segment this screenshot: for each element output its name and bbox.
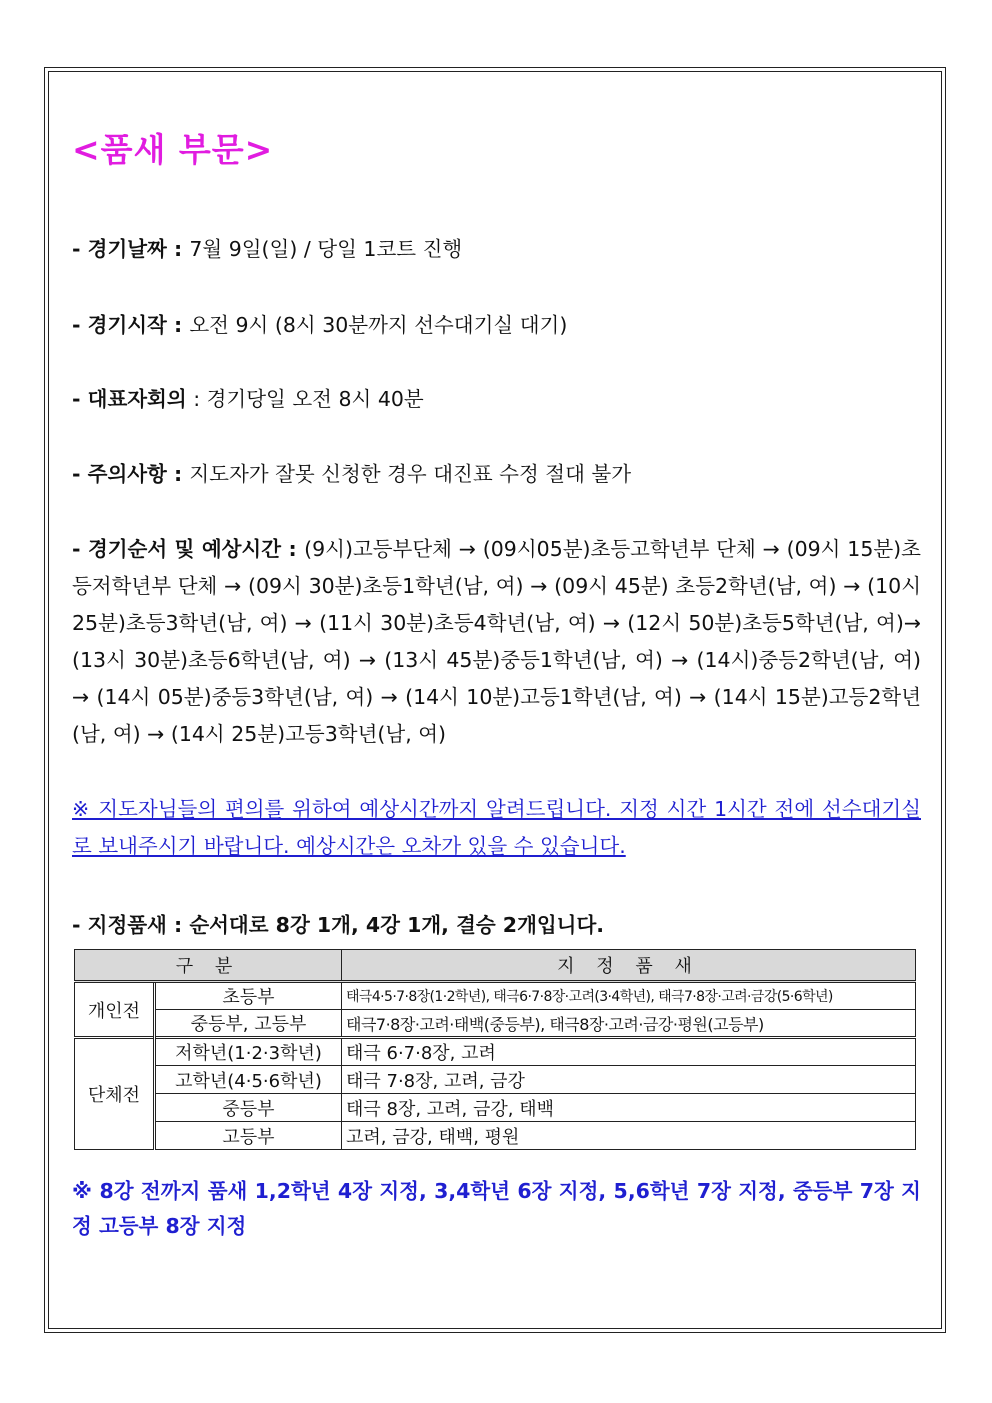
schedule-paragraph <box>72 531 921 753</box>
division-cell: 고학년(4·5·6학년) <box>155 1066 342 1094</box>
match-date-label: - 경기날짜 : <box>72 237 190 261</box>
table-header-pumsae: 지 정 품 새 <box>342 950 916 982</box>
match-date-value: 7월 9일(일) / 당일 1코트 진행 <box>189 237 463 261</box>
pumsae-cell: 고려, 금강, 태백, 평원 <box>342 1122 916 1150</box>
division-cell: 초등부 <box>155 982 342 1010</box>
schedule-value: (9시)고등부단체 → (09시05분)초등고학년부 단체 → (09시 15분)초등저학년부 단체 → (09시 30분)초등1학년(남, 여) → (09시 45분) 초등2학년(남, 여) → (10시 25분)초등3학년(남, 여) → (11시 30분)초등4학년(남, 여) → (12시 50분)초등5학년(남, 여)→ (13시 30분)초등6학년(남, 여) → (13시 45분)중등1학년(남, 여) → (14시)중등2학년(남, 여) → (14시 05분)중등3학년(남, 여) → (14시 10분)고등1학년(남, 여) → (14시 15분)고등2학년(남, 여) → (14시 25분)고등3학년(남, 여) <box>72 537 921 746</box>
match-start-label: - 경기시작 : <box>72 313 190 337</box>
schedule-label: - 경기순서 및 예상시간 : <box>72 537 305 561</box>
caution-line <box>72 456 921 493</box>
meeting-line <box>72 381 921 418</box>
table-row <box>75 1010 916 1038</box>
pumsae-cell: 태극4·5·7·8장(1·2학년), 태극6·7·8장·고려(3·4학년), 태극7·8장·고려·금강(5·6학년) <box>342 982 916 1010</box>
table-row <box>75 1038 916 1066</box>
division-cell: 저학년(1·2·3학년) <box>155 1038 342 1066</box>
meeting-value: : 경기당일 오전 8시 40분 <box>186 387 424 411</box>
pumsae-cell: 태극7·8장·고려·태백(중등부), 태극8장·고려·금강·평원(고등부) <box>342 1010 916 1038</box>
notice-text: ※ 지도자님들의 편의를 위하여 예상시간까지 알려드립니다. 지정 시간 1시간 전에 선수대기실로 보내주시기 바랍니다. 예상시간은 오차가 있을 수 있습니다. <box>72 797 921 858</box>
pumsae-cell: 태극 7·8장, 고려, 금강 <box>342 1066 916 1094</box>
table-header-category: 구 분 <box>75 950 342 982</box>
match-date-line <box>72 231 921 268</box>
division-cell: 중등부, 고등부 <box>155 1010 342 1038</box>
table-header-row <box>75 950 916 982</box>
pumsae-cell: 태극 6·7·8장, 고려 <box>342 1038 916 1066</box>
section-title: <품새 부문> <box>72 130 274 169</box>
table-row <box>75 1122 916 1150</box>
pumsae-table <box>74 949 916 1150</box>
pumsae-cell: 태극 8장, 고려, 금강, 태백 <box>342 1094 916 1122</box>
group-team: 단체전 <box>75 1038 155 1150</box>
caution-label: - 주의사항 : <box>72 462 190 486</box>
division-cell: 중등부 <box>155 1094 342 1122</box>
table-row <box>75 1094 916 1122</box>
division-cell: 고등부 <box>155 1122 342 1150</box>
caution-value: 지도자가 잘못 신청한 경우 대진표 수정 절대 불가 <box>189 462 632 486</box>
final-note: ※ 8강 전까지 품새 1,2학년 4장 지정, 3,4학년 6장 지정, 5,6학년 7장 지정, 중등부 7장 지정 고등부 8장 지정 <box>72 1179 921 1238</box>
group-individual: 개인전 <box>75 982 155 1038</box>
meeting-label: - 대표자회의 <box>72 387 187 411</box>
match-start-value: 오전 9시 (8시 30분까지 선수대기실 대기) <box>189 313 568 337</box>
designated-pumsae-line: - 지정품새 : 순서대로 8강 1개, 4강 1개, 결승 2개입니다. <box>72 913 605 937</box>
table-row <box>75 1066 916 1094</box>
match-start-line <box>72 307 921 344</box>
table-row <box>75 982 916 1010</box>
